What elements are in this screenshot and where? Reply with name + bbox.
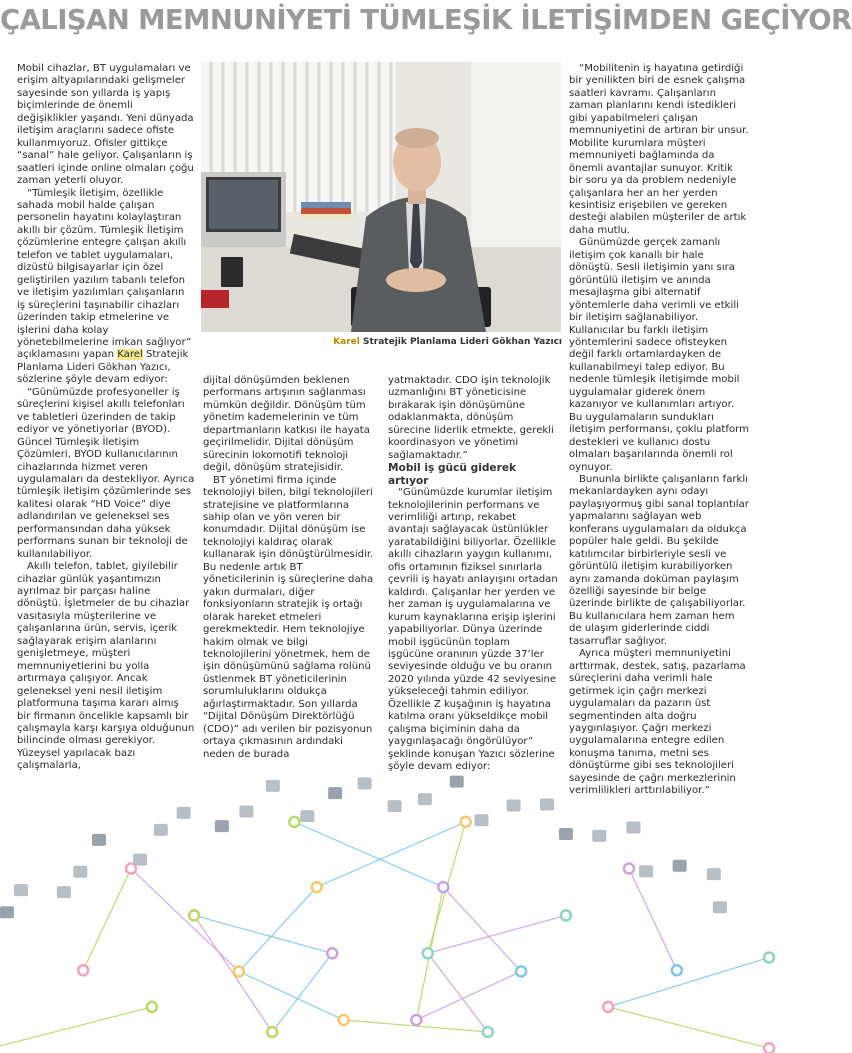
paragraph: Akıllı telefon, tablet, giyilebilir cihazlar günlük yaşantımızın ayrılmaz bir parçası haline dönüştü. İşletmeler de bu cihazlar vasıtasıyla müşterilerine ve çalışanlarına ürün, servis, içerik sağlayarak erişim alanlarını genişletmeye, müşteri memnuniyetlerini bu yolla artırmaya çalışıyor. Ancak geleneksel yeni nesil iletişim platformuna taşıma kararı almış bir firmanın öncelikle kapsamlı bir çalışmayla karşı karşıya olduğunun bilincinde olması gerekiyor. Yüzeysel yapılacak bazı çalışmalarla, [17,561,195,772]
network-node [516,966,526,976]
paragraph: Bununla birlikte çalışanların farklı mekanlardayken aynı odayı paylaşıyormuş gibi sanal toplantılar yapmalarını sağlayan web konferans uygulamaları da oldukça popüler hale geldi. Bu şekilde katılımcılar birbirleriyle sesli ve görüntülü iletişim kurabiliyorken aynı zamanda doküman paylaşım özelliği sayesinde bir belge üzerinde birlikte de çalışabiliyorlar. Bu kullanıcılara hem zaman hem de ulaşım giderlerinde ciddi tasarruflar sağlıyor. [569,473,749,647]
network-node [411,1015,421,1025]
app-icon [73,866,87,878]
app-icon [57,886,71,898]
paragraph-quote [17,188,195,387]
paragraph: Ayrıca müşteri memnuniyetini arttırmak, destek, satış, pazarlama süreçlerini daha verimli hale getirmek için çağrı merkezi uygulamaları da pazarın üst segmentinden alta doğru yaygınlaşıyor. Çağrı merkezi uygulamalarına entegre edilen konuşma tanıma, metni ses dönüştürme gibi ses teknolojileri sayesinde de çağrı merkezlerinin verimlilikleri arttırılabiliyor.” [569,648,746,797]
network-link [428,953,488,1032]
network-node [327,948,337,958]
network-node [672,965,682,975]
app-icon [358,777,372,789]
app-icon [0,906,14,918]
app-icon [328,787,342,799]
app-icon [474,814,488,826]
app-icon [133,854,147,866]
network-node [339,1015,349,1025]
app-icon [713,901,727,913]
network-node [78,965,88,975]
app-icon [154,824,168,836]
network-link [608,957,769,1006]
network-node [764,952,774,962]
network-link [131,869,239,972]
network-node [267,1027,277,1037]
network-node [561,910,571,920]
paragraph-text: “Tümleşik İletişim, özellikle sahada mobil halde çalışan personelin hayatını kolaylaştıran akıllı bir çözüm. Tümleşik İletişim çözümlerine entegre çalışan akıllı telefon ve tablet uygulamaları, dizüstü bilgisayarlar için özel geliştirilen yazılım tabanlı telefon ve iletişim yazılımları çalışanların iş süreçlerini taşınabilir cihazları üzerinden takip etmelerine ve işlerini daha kolay yönetebilmelerine imkan sağlıyor” açıklamasını yapan [17,187,192,361]
app-icon [540,798,554,810]
app-icon [639,865,653,877]
paragraph: BT yönetimi firma içinde teknolojiyi bilen, bilgi teknolojileri stratejisine ve platformlarına sahip olan ve yön veren bir konumdadır. Dijital dönüşüm ise teknolojiyi kaldıraç olarak kullanarak işin dönüştürülmesidir. Bu nedenle artık BT yöneticilerinin iş süreçlerine daha yakın durmaları, diğer fonksiyonların stratejik iş ortağı olarak hareket etmeleri gerekmektedir. Hem teknolojiye hakim olmak ve bilgi teknolojilerini yönetmek, hem de işin dönüşümünü sağlama rolünü üstlenmek BT yöneticilerinin sorumluluklarını oldukça ağırlaştırmaktadır. Son yıllarda “Dijital Dönüşüm Direktörlüğü (CDO)” adı verilen bir pozisyonun ortaya çıkmasının ardındaki neden de burada [203,474,374,760]
network-link [294,822,443,887]
network-globe-illustration [0,760,761,1049]
network-node [289,817,299,827]
app-icon [707,868,721,880]
network-link [428,915,566,953]
article-headline: ÇALIŞAN MEMNUNİYETİ TÜMLEŞİK İLETİŞİMDEN GEÇİYOR [0,4,852,36]
network-link [416,971,521,1020]
network-node [624,864,634,874]
network-link [239,971,344,1020]
network-node [461,817,471,827]
app-icon [239,805,253,817]
app-icon [673,860,687,872]
network-node [438,882,448,892]
app-icon [450,776,464,788]
network-node [603,1002,613,1012]
app-icon [592,830,606,842]
network-link [629,869,677,971]
network-link [608,1007,769,1048]
network-node [312,882,322,892]
network-link [83,869,131,971]
photo-caption [300,337,562,347]
column-4 [569,63,749,798]
app-icon [14,884,28,896]
paragraph: dijital dönüşümden beklenen performans artışının sağlanması mümkün değildir. Dönüşüm tüm yönetim kademelerinin ve tüm departmanların katkısı ile hayata geçirilmelidir. Dijital dönüşüm sürecinin lokomotifi teknoloji değil, dönüşüm stratejisidir. [203,375,370,474]
network-node [189,910,199,920]
app-icon [215,820,229,832]
column-2 [203,375,375,761]
network-link [239,887,317,971]
paragraph: Günümüzde gerçek zamanlı iletişim çok kanallı bir hale dönüştü. Sesli iletişimin yanı sıra görüntülü iletişim ve anında mesajlaşma gibi alternatif yöntemlerle daha verimli ve etkili bir iletişim sağlanabiliyor. Kullanıcılar bu farklı iletişim yöntemlerini sadece ofisteyken değil farklı ortamlardayken de kullanabilmeyi talep ediyor. Bu nedenle tümleşik iletişimde mobil uygulamalar giderek önem kazanıyor ve kullanımları artıyor. Bu uygulamaların sundukları iletişim performansı, çoklu platform destekleri ve kullanıcı dostu olmaları başarılarında önemli rol oynuyor. [569,237,749,473]
brand-highlight: Karel [117,349,143,361]
portrait-photo [201,62,561,332]
column-3 [388,375,558,774]
app-icon [559,828,573,840]
app-icon [300,810,314,822]
paragraph: “Günümüzde profesyoneller iş süreçlerini kişisel akıllı telefonları ve tabletleri üzerinden de takip ediyor ve yönetiyorlar (BYOD). Güncel Tümleşik İletişim Çözümleri, BYOD kullanıcılarının cihazlarında hizmet veren uygulamaları da destekliyor. Ayrıca tümleşik iletişim çözümlerinde ses kalitesi olarak “HD Voice” diye adlandırılan ve geleneksel ses performansından daha yüksek performans sunan bir teknoloji de kullanılabiliyor. [17,386,195,560]
paragraph-text: Stratejik Planlama Lideri Gökhan Yazıcı, sözlerine şöyle devam ediyor: [17,349,189,386]
app-icon [507,799,521,811]
network-node [423,948,433,958]
paragraph: Mobil cihazlar, BT uygulamaları ve erişim altyapılarındaki gelişmeler sayesinde son yıllarda iş yapış biçimlerinde de önemli değişiklikler yaşandı. Yeni dünyada iletişim araçlarını sadece ofiste kullanmıyoruz. Ofisler gittikçe “sanal” hale geliyor. Çalışanların iş saatleri içinde online olmaları çoğu zaman yeterli oluyor. [17,63,194,187]
paragraph: “Günümüzde kurumlar iletişim teknolojilerinin performans ve verimliliği artırıp, rekabet avantajı sağlayacak üstünlükler yaratabildiğini biliyorlar. Özellikle akıllı cihazların yaygın kullanımı, ofis ortamının fiziksel sınırlarla çevrili iş hayatı anlayışını ortadan kaldırdı. Çalışanlar her yerden ve her zaman iş uygulamalarına ve kurum kaynaklarına erişip işlerini yapabiliyorlar. Dünya üzerinde mobil işgücünün toplam işgücüne oranının yüzde 37’ler seviyesinde olduğu ve bu oranın 2020 yılında yüzde 42 seviyesine yükseleceği tahmin ediliyor. Özellikle Z kuşağının iş hayatına katılma oranı yükseldikçe mobil çalışma biçiminin daha da yaygınlaşacağı öngörülüyor” şeklinde konuşan Yazıcı sözlerine şöyle devam ediyor: [388,487,558,773]
network-node [234,966,244,976]
network-node [764,1043,774,1053]
app-icon [388,800,402,812]
network-link [0,1007,152,1048]
network-link [272,953,332,1032]
app-icon [418,793,432,805]
app-icon [266,780,280,792]
paragraph: “Mobilitenin iş hayatına getirdiği bir yenilikten biri de esnek çalışma saatleri kavramı. Çalışanların zaman planlarını kendi istedikleri gibi yapabilmeleri çalışan memnuniyetini de artıran bir unsur. Mobilite kurumlara müşteri memnuniyeti bağlamında da önemli avantajlar sunuyor. Kritik bir soru ya da problem nedeniyle çalışanlara her an her yerden kesintisiz erişebilen ve gereken desteği alabilen müşteriler de artık daha mutlu. [569,63,749,236]
network-link [317,822,466,887]
network-node [147,1002,157,1012]
network-link [443,887,521,971]
app-icon [177,807,191,819]
section-subheading: Mobil iş gücü giderek artıyor [388,462,517,487]
paragraph: yatmaktadır. CDO işin teknolojik uzmanlığını BT yöneticisine bırakarak işin dönüşümüne odaklanmakta, dönüşüm sürecine liderlik etmekte, gerekli koordinasyon ve yönetimi sağlamaktadır.” [388,375,554,461]
app-icon [92,834,106,846]
caption-brand: Karel [333,337,360,347]
app-icon [626,822,640,834]
caption-text: Stratejik Planlama Lideri Gökhan Yazıcı [359,337,562,347]
network-node [483,1027,493,1037]
column-1 [17,63,195,773]
